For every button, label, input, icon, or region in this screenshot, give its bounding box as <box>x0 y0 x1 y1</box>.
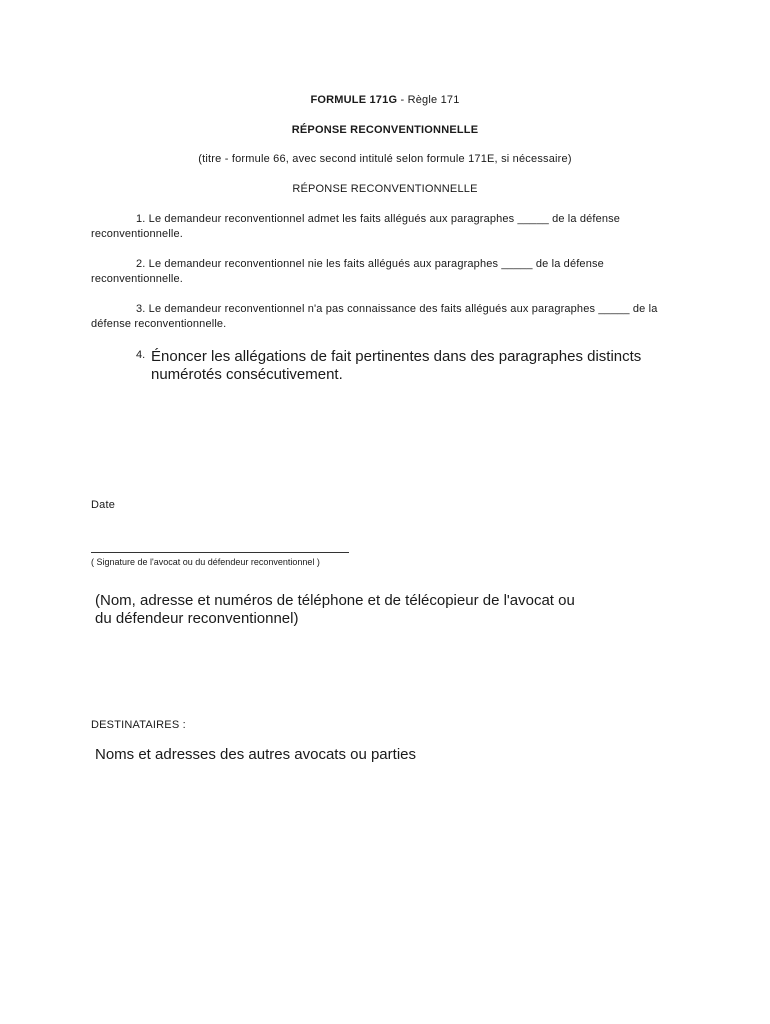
date-label: Date <box>91 499 116 511</box>
form-number: FORMULE 171G <box>310 94 398 106</box>
section-heading: RÉPONSE RECONVENTIONNELLE <box>292 183 478 195</box>
contact-info: (Nom, adresse et numéros de téléphone et de télécopieur de l'avocat ou du défendeur reconventionnel) <box>95 592 575 627</box>
paragraph-1: 1. Le demandeur reconventionnel admet les faits allégués aux paragraphes _____ de la défense reconventionnelle. <box>91 213 621 240</box>
paragraph-4-number: 4. <box>136 349 146 361</box>
form-number-line <box>0 94 770 106</box>
signature-caption: ( Signature de l'avocat ou du défendeur reconventionnel ) <box>91 557 320 567</box>
paragraph-2: 2. Le demandeur reconventionnel nie les faits allégués aux paragraphes _____ de la défense reconventionnelle. <box>91 258 604 285</box>
rule-reference: - Règle 171 <box>397 94 460 106</box>
signature-line <box>91 552 349 553</box>
document-title: RÉPONSE RECONVENTIONNELLE <box>291 124 479 136</box>
paragraph-3: 3. Le demandeur reconventionnel n'a pas connaissance des faits allégués aux paragraphes _____ de la défense reconventionnelle. <box>91 303 658 330</box>
recipients-text: Noms et adresses des autres avocats ou parties <box>95 746 416 763</box>
document-subtitle: (titre - formule 66, avec second intitulé selon formule 171E, si nécessaire) <box>198 153 572 165</box>
recipients-label: DESTINATAIRES : <box>91 719 186 731</box>
paragraph-4-text: Énoncer les allégations de fait pertinentes dans des paragraphes distincts numérotés consécutivement. <box>151 348 642 383</box>
